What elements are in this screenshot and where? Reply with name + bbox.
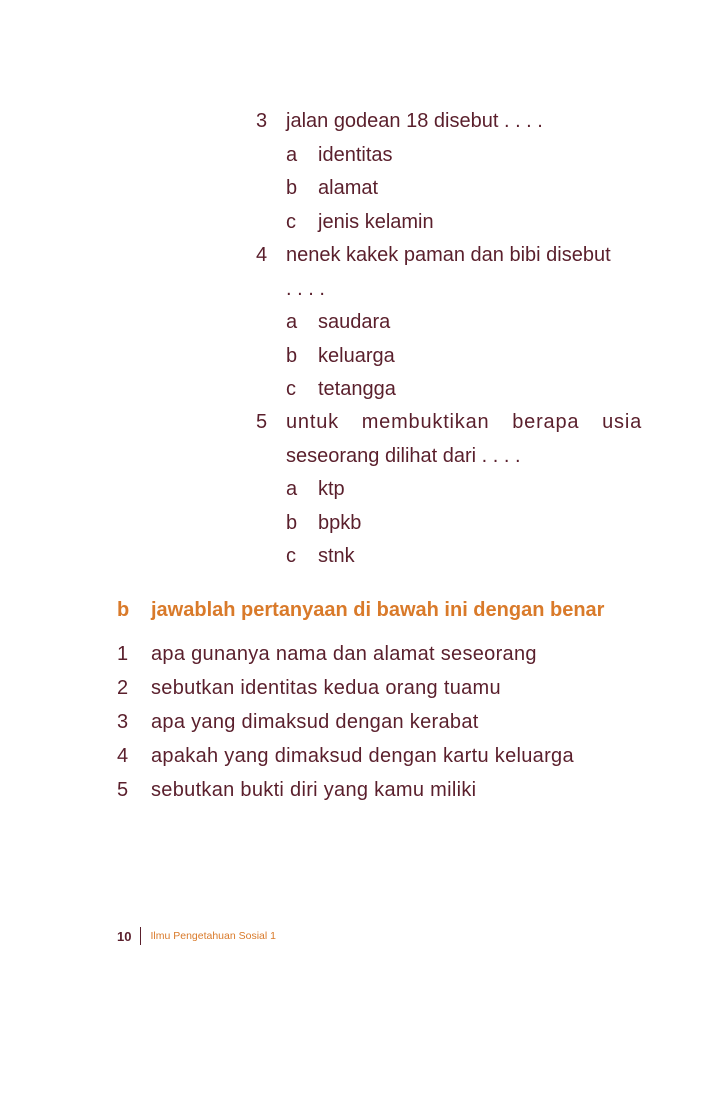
option-letter: c bbox=[286, 210, 296, 233]
option-text: alamat bbox=[318, 177, 379, 199]
essay-question-list bbox=[117, 637, 647, 807]
question-number: 3 bbox=[256, 110, 268, 132]
book-title: Ilmu Pengetahuan Sosial 1 bbox=[150, 930, 276, 942]
item-text: apa yang dimaksud dengan kerabat bbox=[151, 711, 479, 733]
item-text: sebutkan identitas kedua orang tuamu bbox=[151, 677, 501, 699]
option-letter: a bbox=[286, 478, 298, 500]
question-text-continued: seseorang dilihat dari . . . . bbox=[286, 444, 521, 467]
item-number: 2 bbox=[117, 677, 129, 699]
list-item bbox=[117, 773, 647, 807]
item-text: sebutkan bukti diri yang kamu miliki bbox=[151, 779, 477, 801]
section-title: jawablah pertanyaan di bawah ini dengan benar bbox=[151, 599, 605, 621]
question-3 bbox=[256, 105, 642, 239]
option-letter: b bbox=[286, 511, 298, 534]
option-text: bpkb bbox=[318, 511, 362, 534]
item-number: 4 bbox=[117, 745, 129, 767]
list-item bbox=[117, 637, 647, 671]
option-text: stnk bbox=[318, 545, 355, 567]
option-text: jenis kelamin bbox=[318, 210, 434, 233]
question-text: nenek kakek paman dan bibi disebut bbox=[286, 244, 611, 266]
option-text: ktp bbox=[318, 478, 345, 500]
option-text: saudara bbox=[318, 311, 391, 333]
option-b bbox=[256, 340, 642, 374]
item-number: 5 bbox=[117, 779, 129, 801]
section-b-heading bbox=[117, 593, 647, 627]
option-c bbox=[256, 540, 642, 574]
list-item bbox=[117, 705, 647, 739]
section-letter: b bbox=[117, 599, 130, 621]
option-a bbox=[256, 473, 642, 507]
question-4 bbox=[256, 239, 642, 407]
list-item bbox=[117, 671, 647, 705]
page-footer bbox=[117, 926, 276, 946]
list-item bbox=[117, 739, 647, 773]
option-letter: b bbox=[286, 177, 298, 199]
question-5 bbox=[256, 406, 642, 574]
option-letter: a bbox=[286, 143, 298, 166]
item-text: apa gunanya nama dan alamat seseorang bbox=[151, 643, 537, 665]
option-b bbox=[256, 172, 642, 206]
option-letter: c bbox=[286, 545, 296, 567]
option-letter: c bbox=[286, 378, 296, 400]
option-text: keluarga bbox=[318, 344, 395, 367]
question-text-continued: . . . . bbox=[286, 277, 325, 300]
question-text: jalan godean 18 disebut . . . . bbox=[286, 110, 543, 132]
option-c bbox=[256, 373, 642, 407]
option-text: tetangga bbox=[318, 378, 396, 400]
option-letter: a bbox=[286, 311, 298, 333]
question-number: 4 bbox=[256, 244, 268, 266]
option-a bbox=[256, 139, 642, 173]
item-number: 3 bbox=[117, 711, 129, 733]
question-text: untuk membuktikan berapa usia bbox=[286, 411, 642, 433]
footer-divider bbox=[140, 927, 141, 945]
option-a bbox=[256, 306, 642, 340]
option-letter: b bbox=[286, 344, 298, 367]
option-text: identitas bbox=[318, 143, 393, 166]
item-number: 1 bbox=[117, 643, 129, 665]
question-number: 5 bbox=[256, 411, 268, 433]
option-b bbox=[256, 507, 642, 541]
item-text: apakah yang dimaksud dengan kartu keluarga bbox=[151, 745, 574, 767]
page-number: 10 bbox=[117, 928, 132, 944]
option-c bbox=[256, 206, 642, 240]
